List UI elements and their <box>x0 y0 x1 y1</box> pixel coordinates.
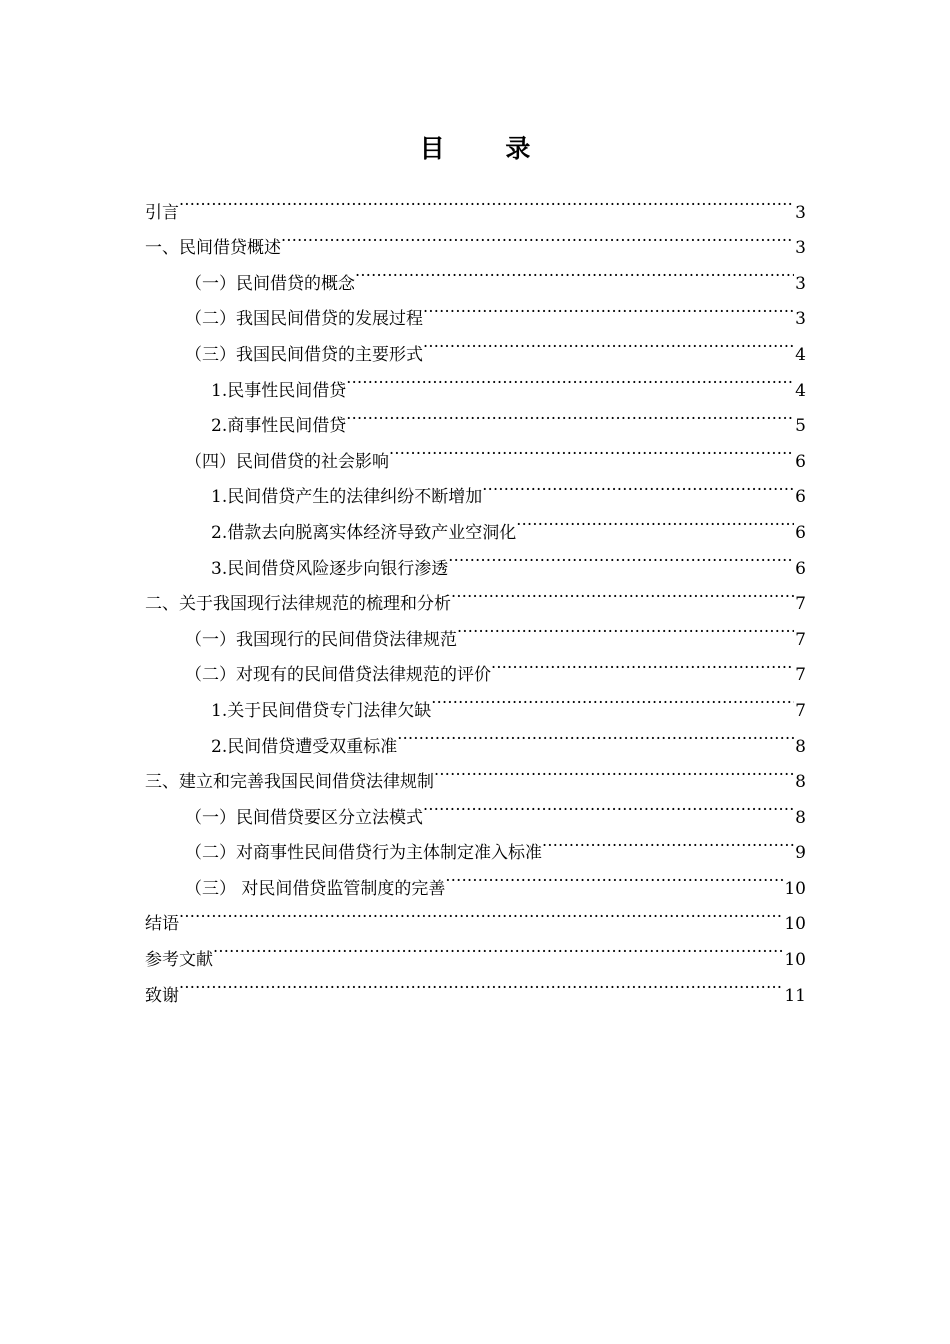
toc-leader-dots <box>179 182 794 218</box>
toc-leader-dots <box>451 574 794 610</box>
toc-leader-dots <box>346 396 794 432</box>
toc-entry-text: 二、关于我国现行法律规范的梳理和分析 <box>145 594 451 615</box>
toc-page-number: 7 <box>795 700 806 721</box>
toc-leader-dots <box>457 609 794 645</box>
toc-page-number: 7 <box>795 594 806 615</box>
toc-entry-text: 三、建立和完善我国民间借贷法律规制 <box>145 772 434 793</box>
toc-leader-dots <box>397 716 794 752</box>
toc-page-number: 6 <box>795 558 806 579</box>
toc-leader-dots <box>491 645 794 681</box>
toc-entry-text: 1.民事性民间借贷 <box>211 380 347 401</box>
toc-leader-dots <box>542 823 794 859</box>
toc-entry-text: 1.民间借贷产生的法律纠纷不断增加 <box>211 487 483 508</box>
toc-page-number: 10 <box>784 914 806 935</box>
toc-leader-dots <box>179 965 783 1001</box>
toc-entry-text: （二）对商事性民间借贷行为主体制定准入标准 <box>185 843 542 864</box>
toc-entry-text: 一、民间借贷概述 <box>145 238 281 259</box>
toc-entry-text: （一）民间借贷的概念 <box>185 273 355 294</box>
toc-leader-dots <box>431 680 794 716</box>
toc-entry-text: （二）对现有的民间借贷法律规范的评价 <box>185 665 491 686</box>
toc-leader-dots <box>423 324 794 360</box>
toc-page-number: 7 <box>795 665 806 686</box>
toc-page-number: 11 <box>784 985 806 1006</box>
toc-leader-dots <box>448 538 794 574</box>
toc-entry-text: 结语 <box>145 914 179 935</box>
toc-leader-dots <box>179 894 783 930</box>
toc-page-number: 6 <box>795 451 806 472</box>
toc-page-number: 4 <box>795 380 806 401</box>
toc-page-number: 8 <box>795 772 806 793</box>
toc-leader-dots <box>281 218 794 254</box>
toc-leader-dots <box>355 253 794 289</box>
toc-leader-dots <box>346 360 794 396</box>
toc-entry[interactable] <box>145 218 806 259</box>
toc-leader-dots <box>434 752 794 788</box>
toc-leader-dots <box>389 431 794 467</box>
toc-entry-text: （三） 对民间借贷监管制度的完善 <box>185 878 446 899</box>
toc-page-number: 10 <box>784 950 806 971</box>
toc-entry-text: （四）民间借贷的社会影响 <box>185 451 389 472</box>
toc-entry[interactable] <box>145 965 806 1006</box>
toc-entry-text: 2.商事性民间借贷 <box>211 416 347 437</box>
toc-page-number: 6 <box>795 522 806 543</box>
toc-entry[interactable] <box>145 929 806 971</box>
toc-page-number: 3 <box>795 238 806 259</box>
toc-leader-dots <box>423 289 794 325</box>
toc-page-number: 3 <box>795 273 806 294</box>
toc-page-number: 5 <box>795 416 806 437</box>
toc-page-number: 3 <box>795 309 806 330</box>
toc-page-number: 7 <box>795 629 806 650</box>
toc-entry-text: （三）我国民间借贷的主要形式 <box>185 344 423 365</box>
toc-leader-dots <box>423 787 794 823</box>
toc-list <box>145 182 806 1006</box>
toc-entry-text: 参考文献 <box>145 950 213 971</box>
toc-entry[interactable] <box>145 182 806 223</box>
toc-title: 目 录 <box>419 134 557 163</box>
toc-page-number: 8 <box>795 736 806 757</box>
toc-page-number: 10 <box>784 878 806 899</box>
toc-entry-text: 2.民间借贷遭受双重标准 <box>211 736 398 757</box>
toc-entry-text: 1.关于民间借贷专门法律欠缺 <box>211 700 432 721</box>
toc-leader-dots <box>445 858 783 894</box>
toc-page-number: 9 <box>795 843 806 864</box>
toc-entry-text: 致谢 <box>145 985 179 1006</box>
toc-entry-text: （一）民间借贷要区分立法模式 <box>185 807 423 828</box>
toc-leader-dots <box>516 502 794 538</box>
toc-entry-text: 引言 <box>145 202 179 223</box>
toc-leader-dots <box>213 929 783 965</box>
toc-page-number: 3 <box>795 202 806 223</box>
toc-entry-text: （一）我国现行的民间借贷法律规范 <box>185 629 457 650</box>
toc-entry-text: 3.民间借贷风险逐步向银行渗透 <box>211 558 449 579</box>
toc-page-number: 8 <box>795 807 806 828</box>
toc-page-number: 4 <box>795 344 806 365</box>
toc-leader-dots <box>482 467 794 503</box>
toc-entry[interactable] <box>145 894 806 935</box>
toc-entry-text: （二）我国民间借贷的发展过程 <box>185 309 423 330</box>
toc-page-number: 6 <box>795 487 806 508</box>
toc-entry-text: 2.借款去向脱离实体经济导致产业空洞化 <box>211 522 517 543</box>
